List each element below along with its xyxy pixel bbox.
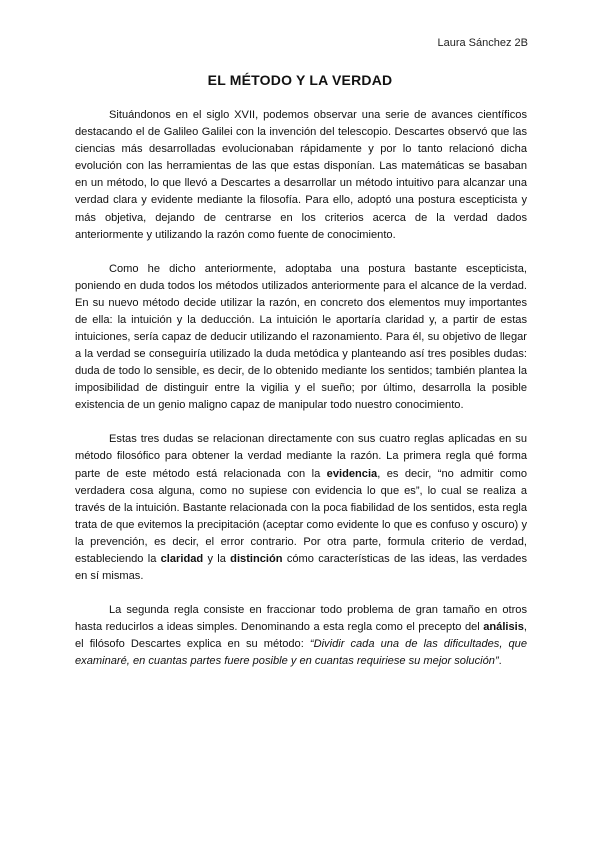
text-run: Situándonos en el siglo XVII, podemos observar una serie de avances científicos destacando el de Galileo Galilei con la invención del telescopio. Descartes observó que las ciencias más desarrolladas evolucionaban rápidamente y por lo tanto relacionó dicha evolución con las herramientas de las que estas disponían. Las matemáticas se basaban en un método, lo que llevó a Descartes a desarrollar un método intuitivo para alcanzar una verdad clara y evidente mediante la filosofía. Para ello, adoptó una postura escepticista y más objetiva, dejando de centrarse en los criterios acerca de la verdad dados anteriormente y utilizando la razón como fuente de conocimiento.	[75, 109, 527, 241]
text-run: Como he dicho anteriormente, adoptaba una postura bastante escepticista, poniendo en duda todos los métodos utilizados anteriormente para el alcance de la verdad. En su nuevo método decide utilizar la razón, en concreto dos elementos muy importantes de ella: la intuición y la deducción. La intuición le aportaría claridad y, a partir de estas intuiciones, sería capaz de deducir utilizando el razonamiento. Para él, su objetivo de llegar a la verdad se conseguiría utilizado la duda metódica y planteando así tres posibles dudas: duda de todo lo sensible, es decir, de lo obtenido mediante los sentidos; también plantea la imposibilidad de distinguir entre la vigilia y el sueño; por último, desarrolla la posible existencia de un genio maligno capaz de manipular todo nuestro conocimiento.	[75, 262, 527, 412]
paragraph	[75, 107, 527, 244]
text-run: .	[498, 655, 502, 668]
text-run: , es decir, “no admitir como verdadera cosa alguna, como no supiese con evidencia lo que es”, lo cual se realiza a través de la intuición. Bastante relacionada con la poca fiabilidad de los sentidos, esta regla trata de que evitemos la precipitación (aceptar como evidente lo que es confuso y oscuro) y la prevención, es decir, el error contrario. Por otra parte, formula criterio de verdad, estableciendo la	[75, 467, 527, 566]
document-body	[75, 107, 527, 687]
document-title: EL MÉTODO Y LA VERDAD	[207, 72, 393, 88]
bold-term: distinción	[230, 553, 283, 566]
bold-term: análisis	[483, 621, 524, 634]
paragraph	[75, 261, 527, 415]
paragraph	[75, 431, 527, 585]
text-run: La segunda regla consiste en fraccionar todo problema de gran tamaño en otros hasta reducirlos a ideas simples. Denominando a esta regla como el precepto del	[75, 604, 527, 634]
text-run: y la	[203, 553, 231, 566]
bold-term: claridad	[160, 553, 204, 566]
bold-term: evidencia	[326, 467, 378, 480]
paragraph	[75, 602, 527, 670]
author-header: Laura Sánchez 2B	[437, 37, 528, 49]
text-run: cómo características de las ideas, las verdades en sí mismas.	[75, 553, 527, 583]
text-run: Estas tres dudas se relacionan directamente con sus cuatro reglas aplicadas en su método filosófico para obtener la verdad mediante la razón. La primera regla qué forma parte de este método está relacionada con la	[75, 433, 527, 480]
italic-quote: “Dividir cada una de las dificultades, que examinaré, en cuantas partes fuere posible y en cuantas requiriese su mejor solución”	[75, 638, 527, 668]
text-run: , el filósofo Descartes explica en su método:	[75, 621, 527, 651]
